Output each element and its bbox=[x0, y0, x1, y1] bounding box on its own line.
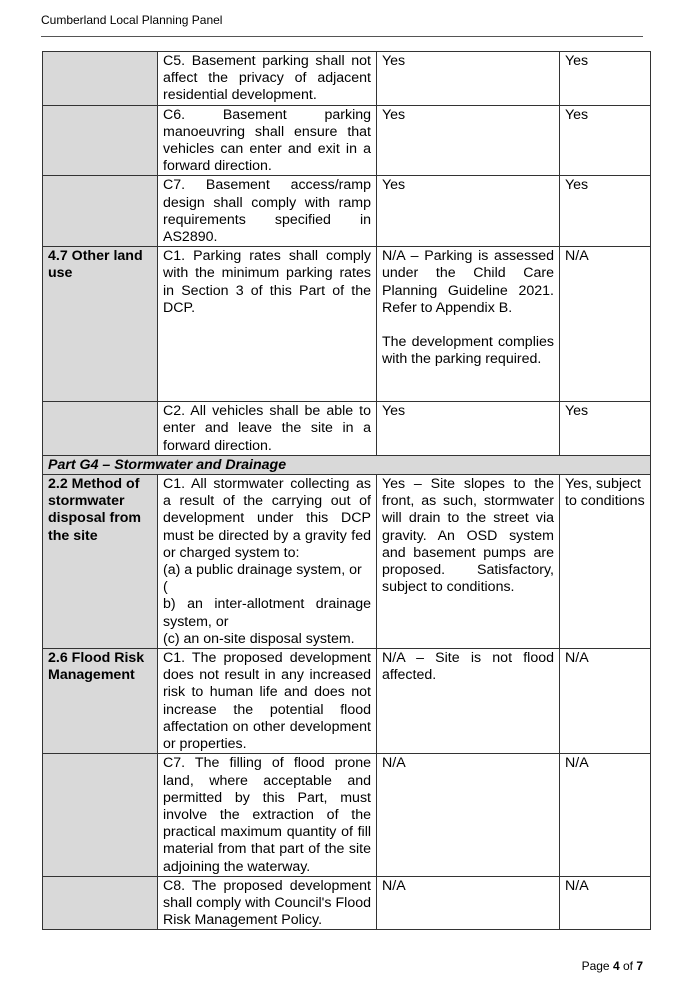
table-row bbox=[43, 52, 651, 106]
cell-paragraph: N/A bbox=[565, 877, 589, 894]
control-heading-cell: 2.2 Method of stormwater disposal from the site bbox=[43, 475, 158, 649]
cell-paragraph: b) an inter-allotment drainage system, or bbox=[163, 596, 371, 630]
comment-cell bbox=[377, 649, 560, 754]
complies-cell bbox=[560, 105, 651, 176]
control-cell bbox=[158, 176, 377, 247]
cell-paragraph: Yes – Site slopes to the front, as such, stormwater will drain to the street via gravity. An OSD system and basement pumps are proposed. Satisfactory, subject to conditions. bbox=[382, 476, 554, 596]
control-heading-cell bbox=[43, 754, 158, 876]
page-header-title: Cumberland Local Planning Panel bbox=[41, 13, 223, 27]
cell-paragraph: C8. The proposed development shall comply with Council's Flood Risk Management Policy. bbox=[163, 877, 371, 929]
control-cell bbox=[158, 876, 377, 930]
control-cell bbox=[158, 754, 377, 876]
cell-paragraph: C1. All stormwater collecting as a result of the carrying out of development under this DCP must be directed by a gravity fed or charged system to: bbox=[163, 476, 371, 561]
cell-paragraph: Yes bbox=[382, 53, 406, 69]
table-row bbox=[43, 754, 651, 876]
control-cell bbox=[158, 247, 377, 402]
control-cell bbox=[158, 52, 377, 106]
cell-paragraph: N/A bbox=[565, 755, 589, 772]
control-cell bbox=[158, 649, 377, 754]
cell-paragraph: Yes bbox=[565, 177, 589, 194]
cell-paragraph: Yes bbox=[382, 106, 406, 123]
page-number-middle: of bbox=[619, 959, 637, 973]
cell-paragraph: N/A – Site is not flood affected. bbox=[382, 650, 554, 684]
table-row bbox=[43, 649, 651, 754]
control-cell bbox=[158, 105, 377, 176]
compliance-table-body bbox=[43, 52, 651, 930]
complies-cell bbox=[560, 754, 651, 876]
section-row bbox=[43, 455, 651, 474]
control-heading-cell bbox=[43, 52, 158, 106]
table-row bbox=[43, 402, 651, 456]
paragraph-gap bbox=[382, 317, 554, 334]
cell-paragraph: Yes bbox=[565, 53, 589, 69]
cell-paragraph: Yes bbox=[565, 106, 589, 123]
cell-paragraph: ( bbox=[163, 579, 168, 596]
comment-cell bbox=[377, 754, 560, 876]
compliance-table bbox=[42, 51, 651, 930]
page-number-current: 4 bbox=[612, 959, 620, 973]
cell-paragraph: N/A bbox=[565, 650, 589, 667]
cell-paragraph: C2. All vehicles shall be able to enter and leave the site in a forward direction. bbox=[163, 403, 371, 454]
table-row bbox=[43, 176, 651, 247]
complies-cell bbox=[560, 52, 651, 106]
comment-cell bbox=[377, 876, 560, 930]
comment-cell bbox=[377, 176, 560, 247]
cell-paragraph: N/A bbox=[382, 755, 406, 772]
cell-paragraph: (c) an on-site disposal system. bbox=[163, 630, 355, 647]
table-row bbox=[43, 475, 651, 649]
control-heading-cell bbox=[43, 105, 158, 176]
table-row bbox=[43, 247, 651, 402]
control-heading-cell: 4.7 Other land use bbox=[43, 247, 158, 402]
complies-cell bbox=[560, 649, 651, 754]
complies-cell bbox=[560, 876, 651, 930]
cell-paragraph: C1. Parking rates shall comply with the minimum parking rates in Section 3 of this Part of the DCP. bbox=[163, 248, 371, 316]
cell-paragraph: Yes bbox=[565, 403, 589, 420]
control-cell bbox=[158, 475, 377, 649]
cell-paragraph: C6. Basement parking manoeuvring shall ensure that vehicles can enter and exit in a forward direction. bbox=[163, 106, 371, 175]
page-number-total: 7 bbox=[636, 959, 643, 973]
cell-paragraph: C7. The filling of flood prone land, where acceptable and permitted by this Part, must involve the extraction of the practical maximum quantity of fill material from that part of the site adjoining the waterway. bbox=[163, 755, 371, 875]
comment-cell bbox=[377, 475, 560, 649]
complies-cell bbox=[560, 247, 651, 402]
comment-cell bbox=[377, 402, 560, 456]
cell-paragraph: C1. The proposed development does not result in any increased risk to human life and does not increase the potential flood affectation on other development or properties. bbox=[163, 650, 371, 753]
comment-cell bbox=[377, 105, 560, 176]
control-heading-cell: 2.6 Flood Risk Management bbox=[43, 649, 158, 754]
cell-paragraph: (a) a public drainage system, or bbox=[163, 562, 362, 579]
header-divider bbox=[41, 36, 643, 37]
table-row bbox=[43, 876, 651, 930]
cell-paragraph: Yes bbox=[382, 177, 406, 194]
control-heading-cell bbox=[43, 176, 158, 247]
comment-cell bbox=[377, 52, 560, 106]
complies-cell bbox=[560, 475, 651, 649]
control-cell bbox=[158, 402, 377, 456]
cell-paragraph: C5. Basement parking shall not affect the privacy of adjacent residential development. bbox=[163, 53, 371, 104]
page-number-prefix: Page bbox=[581, 959, 613, 973]
table-row bbox=[43, 105, 651, 176]
control-heading-cell bbox=[43, 876, 158, 930]
cell-paragraph: N/A bbox=[565, 248, 589, 265]
cell-paragraph: C7. Basement access/ramp design shall comply with ramp requirements specified in AS2890. bbox=[163, 177, 371, 246]
cell-paragraph: N/A bbox=[382, 877, 406, 894]
complies-cell bbox=[560, 402, 651, 456]
cell-paragraph: N/A – Parking is assessed under the Child Care Planning Guideline 2021. Refer to Appendix B. bbox=[382, 248, 554, 316]
complies-cell bbox=[560, 176, 651, 247]
cell-paragraph: The development complies with the parking required. bbox=[382, 334, 554, 368]
section-heading: Part G4 – Stormwater and Drainage bbox=[43, 455, 651, 474]
cell-paragraph: Yes, subject to conditions bbox=[565, 476, 645, 510]
control-heading-cell bbox=[43, 402, 158, 456]
page-number bbox=[582, 959, 643, 973]
comment-cell bbox=[377, 247, 560, 402]
cell-paragraph: Yes bbox=[382, 403, 406, 420]
